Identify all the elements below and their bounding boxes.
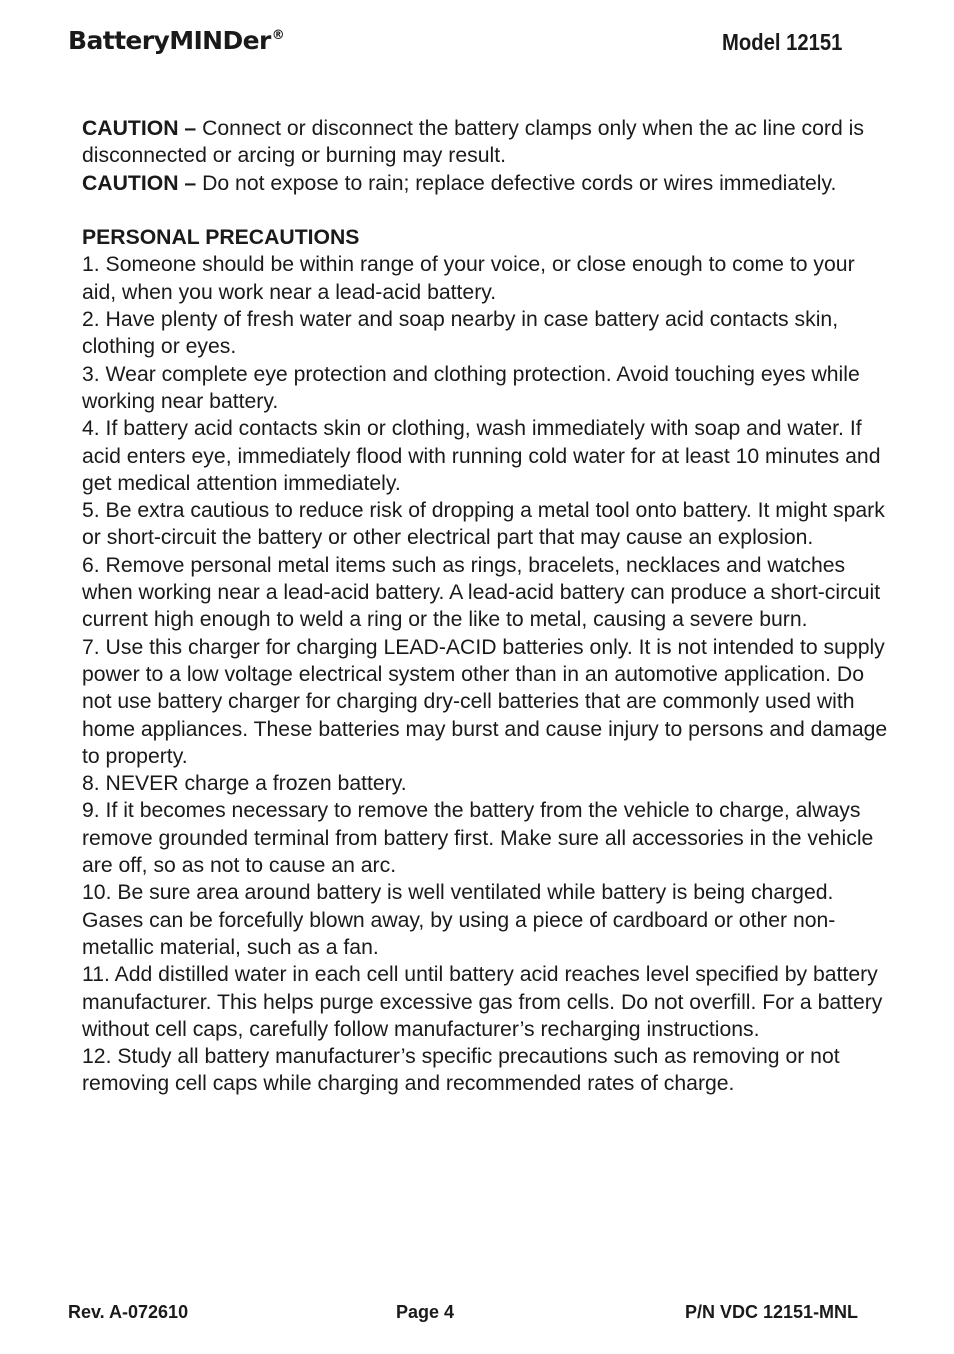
caution-text: Connect or disconnect the battery clamps only when the ac line cord is disconnected or arcing or burning may result. xyxy=(82,117,864,168)
brand-logo xyxy=(68,26,285,55)
footer-page-number: Page 4 xyxy=(396,1302,455,1322)
precaution-item: 5. Be extra cautious to reduce risk of dropping a metal tool onto battery. It might spark or short-circuit the battery or other electrical part that may cause an explosion. xyxy=(82,499,885,550)
section-spacer xyxy=(82,197,892,224)
model-number: Model 12151 xyxy=(722,29,843,55)
precaution-item: 8. NEVER charge a frozen battery. xyxy=(82,772,407,796)
registered-mark: ® xyxy=(271,28,285,43)
precaution-item: 12. Study all battery manufacturer’s specific precautions such as removing or not removing cell caps while charging and recommended rates of charge. xyxy=(82,1045,840,1096)
precaution-item: 9. If it becomes necessary to remove the battery from the vehicle to charge, always remove grounded terminal from battery first. Make sure all accessories in the vehicle are off, so as not to cause an arc. xyxy=(82,799,874,878)
precaution-item: 3. Wear complete eye protection and clothing protection. Avoid touching eyes while working near battery. xyxy=(82,362,860,413)
section-heading-text: PERSONAL PRECAUTIONS xyxy=(82,226,360,250)
precaution-item: 7. Use this charger for charging LEAD-ACID batteries only. It is not intended to supply power to a low voltage electrical system other than in an automotive application. Do not use battery charger for charging dry-cell batteries that are commonly used with home appliances. These batteries may burst and cause injury to persons and damage to property. xyxy=(82,635,888,768)
precaution-item: 6. Remove personal metal items such as rings, bracelets, necklaces and watches when working near a lead-acid battery. A lead-acid battery can produce a short-circuit current high enough to weld a ring or the like to metal, causing a severe burn. xyxy=(82,553,881,632)
precaution-item: 1. Someone should be within range of your voice, or close enough to come to your aid, when you work near a lead-acid battery. xyxy=(82,253,855,304)
section-heading xyxy=(82,224,892,251)
precaution-item: 11. Add distilled water in each cell until battery acid reaches level specified by battery manufacturer. This helps purge excessive gas from cells. Do not overfill. For a battery without cell caps, carefully follow manufacturer’s recharging instructions. xyxy=(82,963,883,1041)
precaution-item: 2. Have plenty of fresh water and soap nearby in case battery acid contacts skin, clothing or eyes. xyxy=(82,308,839,359)
caution-paragraph xyxy=(82,115,892,170)
caution-text: Do not expose to rain; replace defective cords or wires immediately. xyxy=(196,171,837,195)
brand-name: BatteryMINDer xyxy=(68,26,271,55)
caution-label: CAUTION – xyxy=(82,117,197,140)
caution-label: CAUTION – xyxy=(82,171,197,195)
precaution-item: 4. If battery acid contacts skin or clothing, wash immediately with soap and water. If acid enters eye, immediately flood with running cold water for at least 10 minutes and get medical attention immediately. xyxy=(82,417,881,495)
page-body xyxy=(82,115,892,1098)
footer-part-number: P/N VDC 12151-MNL xyxy=(685,1302,859,1322)
footer-revision: Rev. A-072610 xyxy=(68,1302,189,1322)
caution-paragraph xyxy=(82,170,892,197)
precaution-item: 10. Be sure area around battery is well ventilated while battery is being charged. Gases can be forcefully blown away, by using a piece of cardboard or other non-metallic material, such as a fan. xyxy=(82,881,836,959)
